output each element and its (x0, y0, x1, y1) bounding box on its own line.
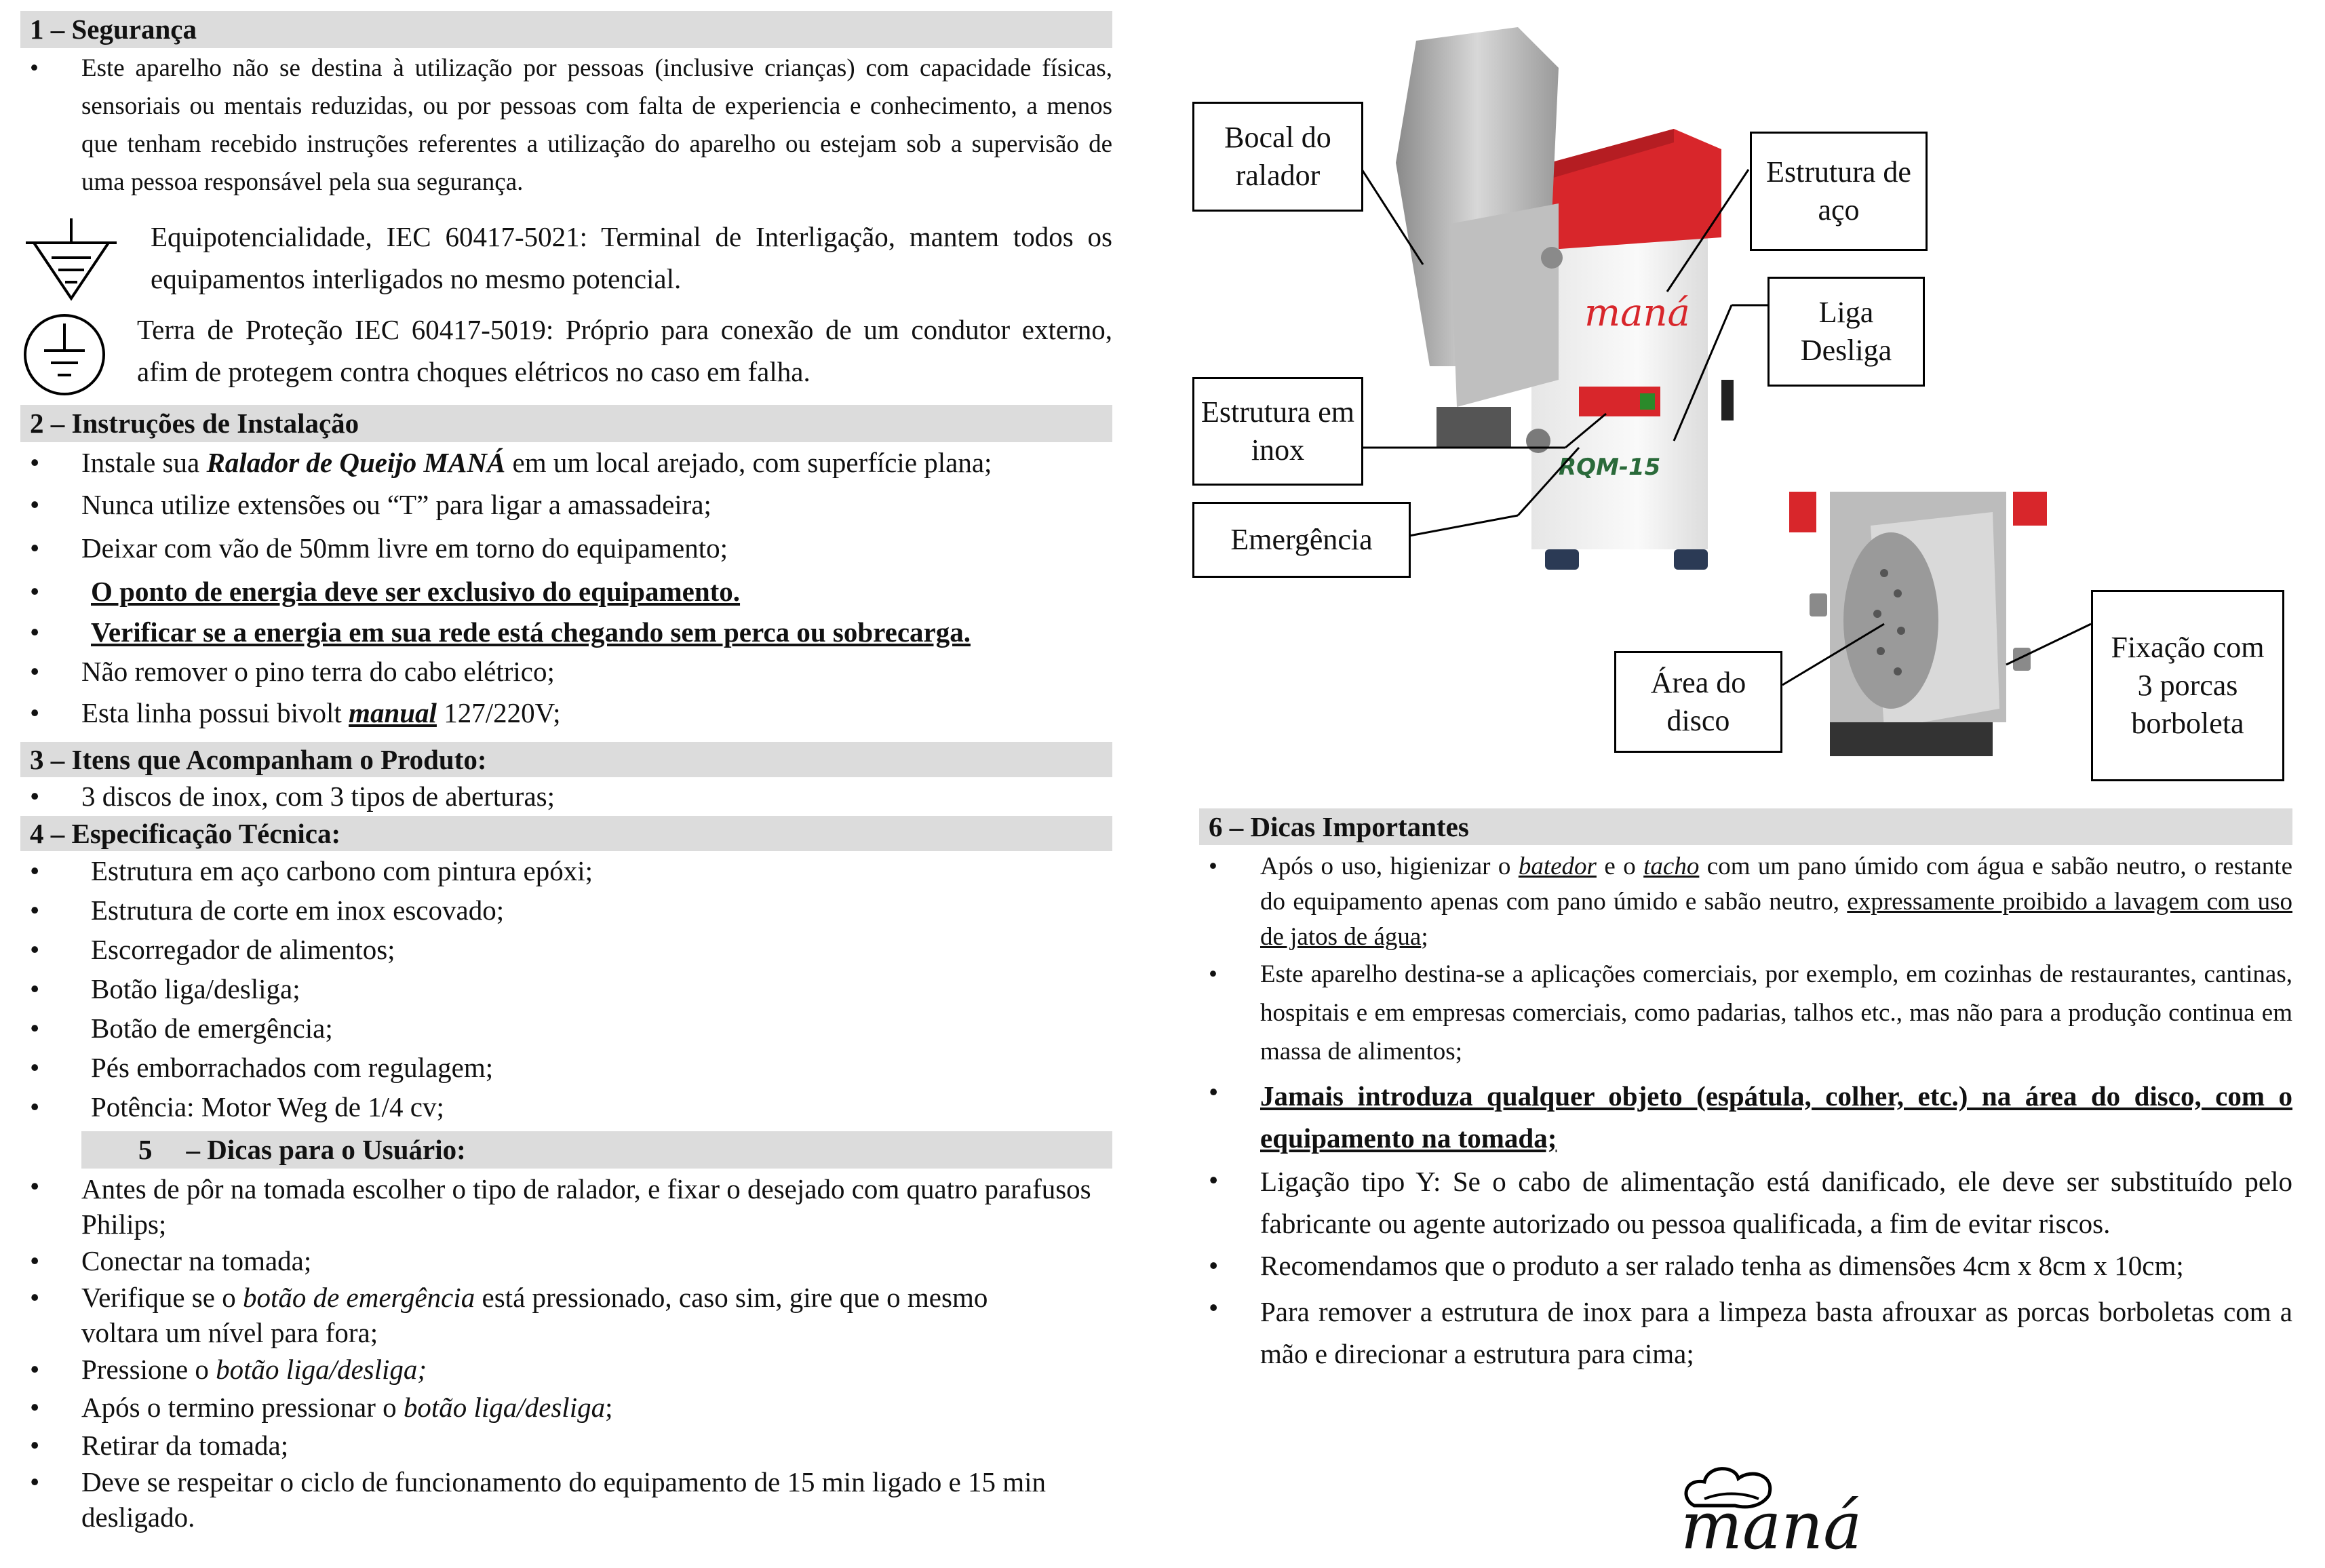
footer-brand: maná (1681, 1488, 1862, 1564)
list-item: • Após o uso, higienizar o batedor e o tacho com um pano úmido com água e sabão neutro, o restante do equipamento apenas com pano úmido e sabão neutro, expressamente proibido a lavagem com uso de jatos de água; (1199, 849, 2292, 955)
label-emergencia: Emergência (1192, 502, 1411, 578)
list-item: • Recomendamos que o produto a ser ralado tenha as dimensões 4cm x 8cm x 10cm; (1199, 1244, 2292, 1287)
label-area-disco: Área do disco (1614, 651, 1782, 753)
section-2-heading: 2 – Instruções de Instalação (20, 405, 1112, 442)
label-estrutura-inox: Estrutura em inox (1192, 377, 1363, 486)
section-4-heading: 4 – Especificação Técnica: (20, 816, 1112, 851)
section-5-list (20, 1169, 1112, 1535)
list-item: • Escorregador de alimentos; (20, 930, 1112, 969)
list-item: • Botão de emergência; (20, 1008, 1112, 1048)
section-1-heading: 1 – Segurança (20, 11, 1112, 48)
list-item: • Nunca utilize extensões ou “T” para ligar a amassadeira; (20, 483, 1112, 526)
list-item: • Esta linha possui bivolt manual 127/220V; (20, 692, 1112, 734)
section-3-heading: 3 – Itens que Acompanham o Produto: (20, 742, 1112, 777)
list-item: • Retirar da tomada; (20, 1426, 1112, 1464)
list-item: • Estrutura em aço carbono com pintura epóxi; (20, 851, 1112, 890)
label-fixacao: Fixação com 3 porcas borboleta (2091, 590, 2284, 781)
label-liga-desliga: Liga Desliga (1767, 277, 1925, 387)
section-5-heading: 5 – Dicas para o Usuário: (81, 1131, 1112, 1169)
list-item: • Instale sua Ralador de Queijo MANÁ em um local arejado, com superfície plana; (20, 442, 1112, 483)
list-item: • Para remover a estrutura de inox para a limpeza basta afrouxar as porcas borboletas com a mão e direcionar a estrutura para cima; (1199, 1287, 2292, 1375)
list-item: • Botão liga/desliga; (20, 969, 1112, 1008)
section-4-list (20, 851, 1112, 1126)
machine-model-text: RQM-15 (1559, 454, 1661, 481)
mana-logo (1667, 1458, 1871, 1564)
list-item: • O ponto de energia deve ser exclusivo do equipamento. (20, 570, 1112, 613)
earth-block (20, 309, 1112, 404)
list-item: • Deixar com vão de 50mm livre em torno do equipamento; (20, 526, 1112, 570)
machine-brand-text: maná (1584, 291, 1690, 335)
list-item: • Verifique se o botão de emergência está pressionado, caso sim, gire que o mesmo voltara um nível para fora; (20, 1280, 1112, 1350)
list-item: • Pressione o botão liga/desliga; (20, 1350, 1112, 1388)
list-item: • Deve se respeitar o ciclo de funcionamento do equipamento de 15 min ligado e 15 min desligado. (20, 1464, 1112, 1535)
label-estrutura-aco: Estrutura de aço (1750, 132, 1928, 251)
equipotential-block (20, 216, 1112, 304)
list-item: • Potência: Motor Weg de 1/4 cv; (20, 1087, 1112, 1126)
list-item: • Estrutura de corte em inox escovado; (20, 890, 1112, 930)
list-item: • Jamais introduza qualquer objeto (espátula, colher, etc.) na área do disco, com o equipamento na tomada; (1199, 1071, 2292, 1159)
section-6-list (1199, 849, 2292, 1375)
earth-ground-icon (20, 309, 109, 404)
list-item: • 3 discos de inox, com 3 tipos de aberturas; (20, 777, 1112, 815)
section-2-list (20, 442, 1112, 734)
list-item: • Antes de pôr na tomada escolher o tipo de ralador, e fixar o desejado com quatro parafusos Philips; (20, 1169, 1112, 1242)
list-item: • Após o termino pressionar o botão liga/desliga; (20, 1388, 1112, 1426)
list-item: • Verificar se a energia em sua rede está chegando sem perca ou sobrecarga. (20, 613, 1112, 651)
equipotential-icon (20, 216, 122, 304)
list-item: • Ligação tipo Y: Se o cabo de alimentação está danificado, ele deve ser substituído pelo fabricante ou agente autorizado ou pessoa qualificada, a fim de evitar riscos. (1199, 1159, 2292, 1244)
right-column (1199, 0, 2292, 1568)
section-1-list (20, 50, 1112, 201)
section-6-heading: 6 – Dicas Importantes (1199, 808, 2292, 845)
label-bocal-ralador: Bocal do ralador (1192, 102, 1363, 212)
section-3-list (20, 777, 1112, 815)
list-item: • Conectar na tomada; (20, 1242, 1112, 1280)
list-item: • Este aparelho destina-se a aplicações comerciais, por exemplo, em cozinhas de restaurantes, cantinas, hospitais e em empresas comerciais, como padarias, talhos etc., mas não para a produção continua em massa de alimentos; (1199, 955, 2292, 1071)
list-item: • Pés emborrachados com regulagem; (20, 1048, 1112, 1087)
list-item: • Este aparelho não se destina à utilização por pessoas (inclusive crianças) com capacidade físicas, sensoriais ou mentais reduzidas, ou por pessoas com falta de experiencia e conhecimento, a menos que tenham recebido instruções referentes a utilização do aparelho ou estejam sob a supervisão de uma pessoa responsável pela sua segurança. (20, 50, 1112, 201)
list-item: • Não remover o pino terra do cabo elétrico; (20, 651, 1112, 692)
equipotential-text: Equipotencialidade, IEC 60417-5021: Terminal de Interligação, mantem todos os equipamentos interligados no mesmo potencial. (151, 221, 1112, 294)
earth-text: Terra de Proteção IEC 60417-5019: Próprio para conexão de um condutor externo, afim de protegem contra choques elétricos no caso em falha. (137, 314, 1112, 387)
